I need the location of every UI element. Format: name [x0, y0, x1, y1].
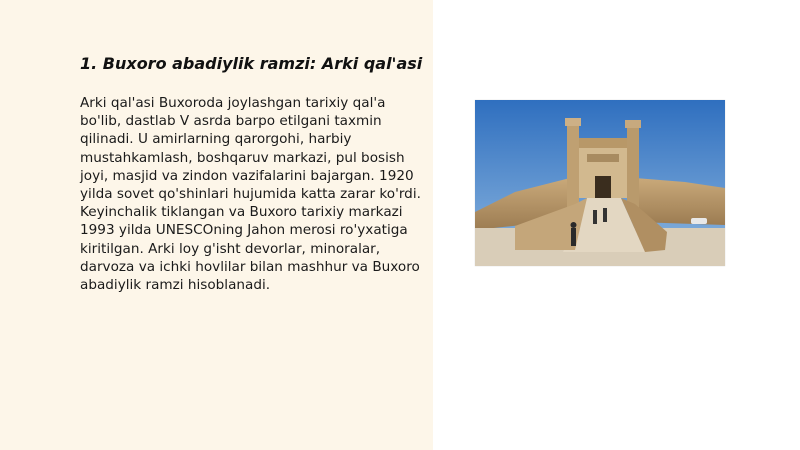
slide-title: 1. Buxoro abadiylik ramzi: Arki qal'asi	[80, 54, 423, 73]
ark-fortress-photo	[475, 100, 725, 266]
slide-body-text: Arki qal'asi Buxoroda joylashgan tarixiy qal'a bo'lib, dastlab V asrda barpo etilgani taxmin qilinadi. U amirlarning qarorgohi, harbiy mustahkamlash, boshqaruv markazi, pul bosish joyi, masjid va zindon vazifalarini bajargan. 1920 yilda sovet qo'shinlari hujumida katta zarar ko'rdi. Keyinchalik tiklangan va Buxoro tarixiy markazi 1993 yilda UNESCOning Jahon merosi ro'yxatiga kiritilgan. Arki loy g'isht devorlar, minoralar, darvoza va ichki hovlilar bilan mashhur va Buxoro abadiylik ramzi hisoblanadi.	[80, 95, 421, 294]
ark-fortress-illustration	[475, 100, 725, 266]
